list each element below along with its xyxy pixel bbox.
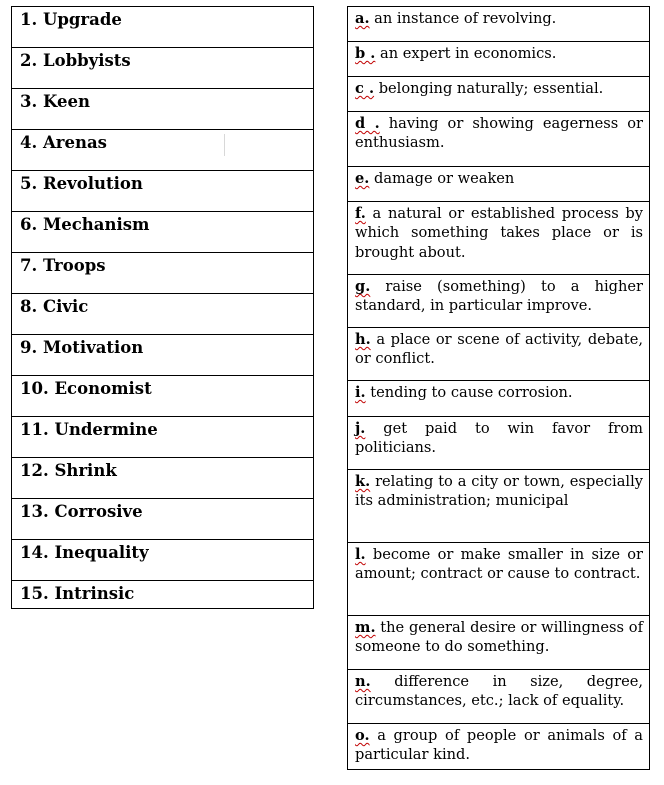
definition-row (348, 328, 650, 381)
definitions-table (347, 6, 650, 770)
definition-letter: g. (355, 278, 371, 295)
definition-text: get paid to win favor from politicians. (355, 420, 643, 457)
definition-text: the general desire or willingness of someone to do something. (355, 619, 643, 656)
term-cell: 4. Arenas (12, 130, 314, 171)
term-row (12, 376, 314, 417)
definition-row (348, 112, 650, 167)
terms-table (11, 6, 314, 609)
definition-cell (348, 670, 650, 724)
definition-text: a natural or established process by which something takes place or is brought about. (355, 205, 643, 261)
definition-letter: k. (355, 473, 371, 490)
term-row (12, 48, 314, 89)
term-cell: 11. Undermine (12, 417, 314, 458)
definition-row (348, 616, 650, 670)
definition-letter: n. (355, 673, 371, 690)
term-cell: 9. Motivation (12, 335, 314, 376)
definition-cell (348, 42, 650, 77)
term-cell: 7. Troops (12, 253, 314, 294)
term-cell: 2. Lobbyists (12, 48, 314, 89)
definition-letter: b . (355, 45, 376, 62)
definition-text: a group of people or animals of a particular kind. (355, 727, 643, 764)
definition-text: difference in size, degree, circumstances, etc.; lack of equality. (355, 673, 643, 710)
definition-text: damage or weaken (369, 170, 515, 187)
definition-letter: h. (355, 331, 371, 348)
term-row (12, 581, 314, 609)
definition-text: relating to a city or town, especially its administration; municipal (355, 473, 643, 510)
term-cell: 15. Intrinsic (12, 581, 314, 609)
definition-row (348, 77, 650, 112)
term-cell: 6. Mechanism (12, 212, 314, 253)
definition-cell (348, 112, 650, 167)
term-cell: 1. Upgrade (12, 7, 314, 48)
definition-letter: a. (355, 10, 370, 27)
definition-text: an instance of revolving. (369, 10, 557, 27)
term-cell: 13. Corrosive (12, 499, 314, 540)
definition-row (348, 7, 650, 42)
definition-row (348, 275, 650, 328)
term-cell: 10. Economist (12, 376, 314, 417)
definition-letter: m. (355, 619, 376, 636)
term-cell: 12. Shrink (12, 458, 314, 499)
definition-cell (348, 202, 650, 275)
definition-cell (348, 417, 650, 470)
term-row (12, 499, 314, 540)
term-row (12, 171, 314, 212)
term-row (12, 458, 314, 499)
term-cell: 8. Civic (12, 294, 314, 335)
definition-letter: d . (355, 115, 380, 132)
definition-text: raise (something) to a higher standard, in particular improve. (355, 278, 643, 315)
term-row (12, 130, 314, 171)
definition-text: a place or scene of activity, debate, or conflict. (355, 331, 643, 368)
definition-row (348, 202, 650, 275)
term-row (12, 7, 314, 48)
term-cell: 3. Keen (12, 89, 314, 130)
term-cell: 5. Revolution (12, 171, 314, 212)
definition-row (348, 543, 650, 616)
term-row (12, 253, 314, 294)
definition-row (348, 670, 650, 724)
definition-row (348, 724, 650, 770)
definition-cell (348, 381, 650, 417)
definition-row (348, 167, 650, 202)
definition-text: tending to cause corrosion. (365, 384, 573, 401)
definition-row (348, 381, 650, 417)
definition-cell (348, 77, 650, 112)
definition-letter: o. (355, 727, 370, 744)
definition-cell (348, 328, 650, 381)
definition-cell (348, 167, 650, 202)
definition-letter: j. (355, 420, 366, 437)
definition-row (348, 417, 650, 470)
definition-letter: l. (355, 546, 366, 563)
term-row (12, 89, 314, 130)
term-row (12, 294, 314, 335)
definition-cell (348, 275, 650, 328)
definition-letter: e. (355, 170, 370, 187)
definition-cell (348, 543, 650, 616)
definition-text: become or make smaller in size or amount; contract or cause to contract. (355, 546, 643, 583)
definition-cell (348, 616, 650, 670)
faint-divider (224, 134, 225, 156)
definition-text: an expert in economics. (375, 45, 557, 62)
term-cell: 14. Inequality (12, 540, 314, 581)
definition-cell (348, 7, 650, 42)
term-row (12, 540, 314, 581)
term-row (12, 335, 314, 376)
definition-letter: i. (355, 384, 366, 401)
term-row (12, 212, 314, 253)
definition-row (348, 470, 650, 543)
definition-text: belonging naturally; essential. (374, 80, 604, 97)
term-row (12, 417, 314, 458)
definition-letter: c . (355, 80, 375, 97)
definition-letter: f. (355, 205, 366, 222)
definition-row (348, 42, 650, 77)
definition-cell (348, 724, 650, 770)
definition-text: having or showing eagerness or enthusiasm. (355, 115, 643, 152)
definition-cell (348, 470, 650, 543)
